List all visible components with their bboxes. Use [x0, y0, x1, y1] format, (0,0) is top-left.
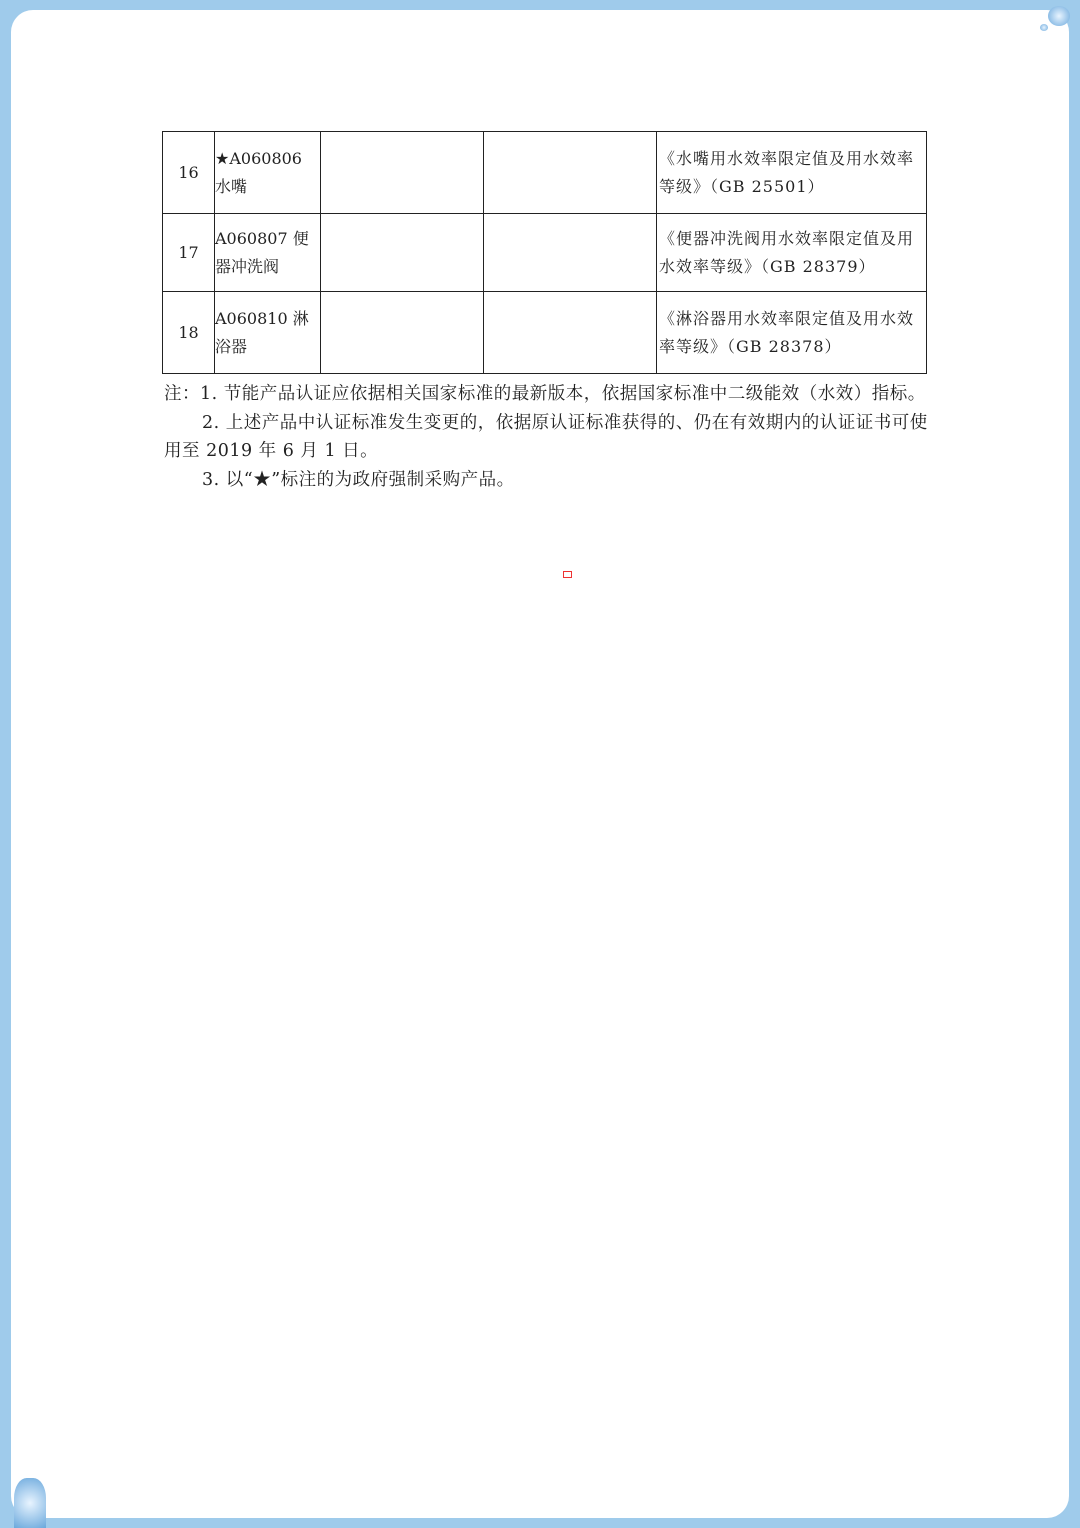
- empty-cell: [484, 214, 657, 292]
- row-number: 18: [163, 292, 215, 374]
- product-code: A060810 淋浴器: [215, 292, 321, 374]
- note-2: 2. 上述产品中认证标准发生变更的，依据原认证标准获得的、仍在有效期内的认证证书可使用至 2019 年 6 月 1 日。: [164, 412, 928, 461]
- empty-cell: [321, 292, 484, 374]
- empty-cell: [321, 214, 484, 292]
- row-number: 17: [163, 214, 215, 292]
- row-number: 16: [163, 132, 215, 214]
- note-3: 3. 以“★”标注的为政府强制采购产品。: [202, 469, 515, 490]
- table-row: [163, 132, 927, 214]
- product-standards-table: [162, 131, 927, 374]
- standard-name: 《淋浴器用水效率限定值及用水效率等级》（GB 28378）: [657, 292, 927, 374]
- jellyfish-decoration-icon: [1048, 6, 1070, 26]
- cursor-marker: [563, 571, 572, 578]
- note-1: 注：1. 节能产品认证应依据相关国家标准的最新版本，依据国家标准中二级能效（水效）指标。: [164, 384, 926, 404]
- empty-cell: [321, 132, 484, 214]
- standard-name: 《水嘴用水效率限定值及用水效率等级》（GB 25501）: [657, 132, 927, 214]
- table-row: [163, 214, 927, 292]
- product-code: A060807 便器冲洗阀: [215, 214, 321, 292]
- product-code: ★A060806 水嘴: [215, 132, 321, 214]
- standard-name: 《便器冲洗阀用水效率限定值及用水效率等级》（GB 28379）: [657, 214, 927, 292]
- table-row: [163, 292, 927, 374]
- jellyfish-decoration-small-icon: [1040, 24, 1048, 31]
- empty-cell: [484, 292, 657, 374]
- empty-cell: [484, 132, 657, 214]
- table-notes: [164, 380, 929, 494]
- coral-decoration-icon: [14, 1478, 46, 1528]
